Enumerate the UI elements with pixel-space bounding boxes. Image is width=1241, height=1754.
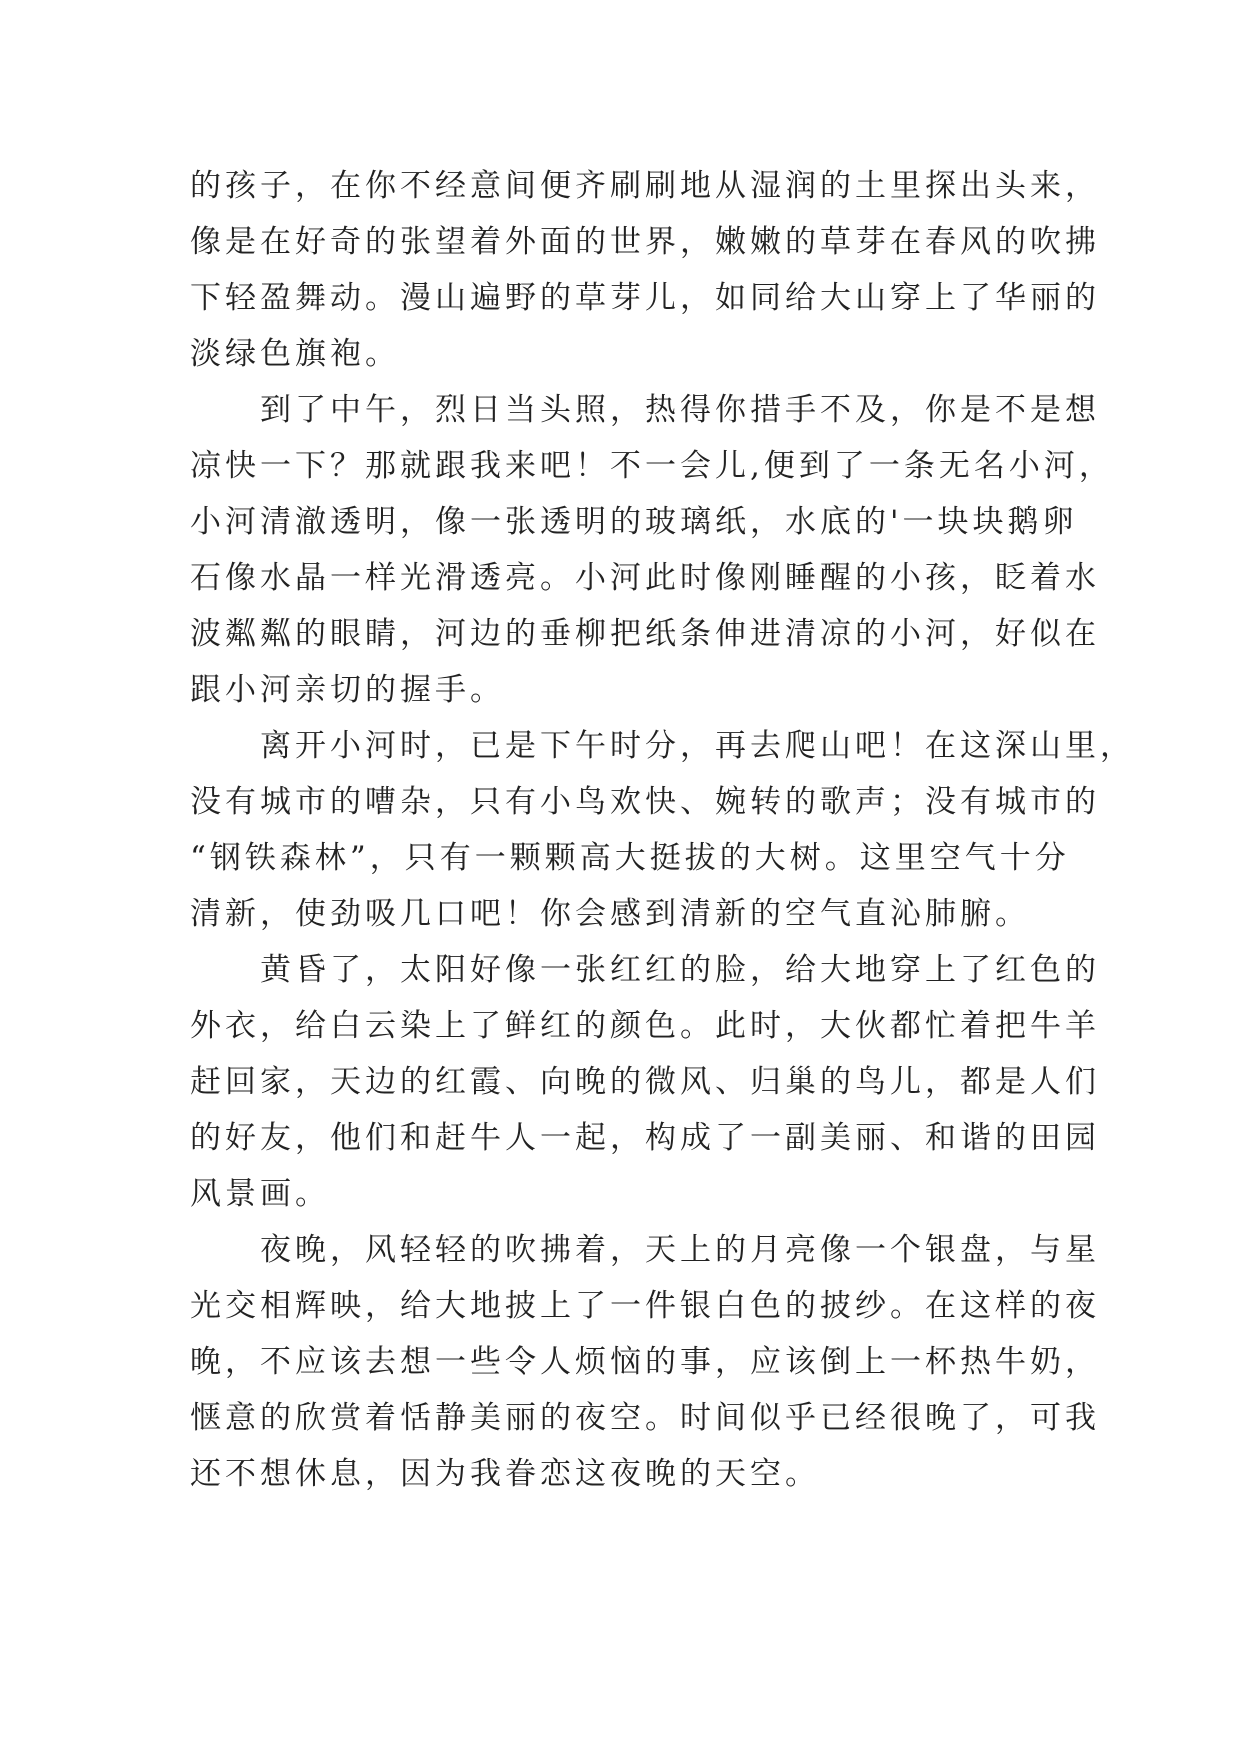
paragraph-1 bbox=[190, 158, 1100, 382]
text-line: 风景画。 bbox=[190, 1176, 330, 1212]
paragraph-4 bbox=[190, 942, 1100, 1222]
paragraph-2 bbox=[190, 382, 1114, 718]
text-line: 的好友，他们和赶牛人一起，构成了一副美丽、和谐的田园 bbox=[190, 1120, 1100, 1156]
text-line: 到了中午，烈日当头照，热得你措手不及，你是不是想 bbox=[260, 392, 1100, 428]
text-line: 的孩子，在你不经意间便齐刷刷地从湿润的土里探出头来， bbox=[190, 168, 1100, 204]
text-line: 外衣，给白云染上了鲜红的颜色。此时，大伙都忙着把牛羊 bbox=[190, 1008, 1100, 1044]
text-line: 跟小河亲切的握手。 bbox=[190, 672, 505, 708]
text-line: 像是在好奇的张望着外面的世界，嫩嫩的草芽在春风的吹拂 bbox=[190, 224, 1100, 260]
text-line: 离开小河时，已是下午时分，再去爬山吧！在这深山里， bbox=[260, 728, 1135, 764]
text-line: 凉快一下？那就跟我来吧！不一会儿,便到了一条无名小河， bbox=[190, 448, 1114, 484]
text-line: 没有城市的嘈杂，只有小鸟欢快、婉转的歌声；没有城市的 bbox=[190, 784, 1100, 820]
paragraph-3 bbox=[190, 718, 1135, 942]
text-line: 波粼粼的眼睛，河边的垂柳把纸条伸进清凉的小河，好似在 bbox=[190, 616, 1100, 652]
text-line: 黄昏了，太阳好像一张红红的脸，给大地穿上了红色的 bbox=[260, 952, 1100, 988]
text-line: 小河清澈透明，像一张透明的玻璃纸，水底的'一块块鹅卵 bbox=[190, 504, 1078, 540]
text-line: 下轻盈舞动。漫山遍野的草芽儿，如同给大山穿上了华丽的 bbox=[190, 280, 1100, 316]
text-line: 赶回家，天边的红霞、向晚的微风、归巢的鸟儿，都是人们 bbox=[190, 1064, 1100, 1100]
paragraph-5 bbox=[190, 1222, 1100, 1502]
text-line: 光交相辉映，给大地披上了一件银白色的披纱。在这样的夜 bbox=[190, 1288, 1100, 1324]
text-line: 还不想休息，因为我眷恋这夜晚的天空。 bbox=[190, 1456, 820, 1492]
text-line: 清新，使劲吸几口吧！你会感到清新的空气直沁肺腑。 bbox=[190, 896, 1030, 932]
text-line: 淡绿色旗袍。 bbox=[190, 336, 400, 372]
text-line: 晚，不应该去想一些令人烦恼的事，应该倒上一杯热牛奶， bbox=[190, 1344, 1100, 1380]
document-body bbox=[190, 158, 1135, 1502]
text-line: 惬意的欣赏着恬静美丽的夜空。时间似乎已经很晚了，可我 bbox=[190, 1400, 1100, 1436]
text-line: 夜晚，风轻轻的吹拂着，天上的月亮像一个银盘，与星 bbox=[260, 1232, 1100, 1268]
text-line: 石像水晶一样光滑透亮。小河此时像刚睡醒的小孩，眨着水 bbox=[190, 560, 1100, 596]
text-line: “钢铁森林”，只有一颗颗高大挺拔的大树。这里空气十分 bbox=[190, 840, 1070, 876]
